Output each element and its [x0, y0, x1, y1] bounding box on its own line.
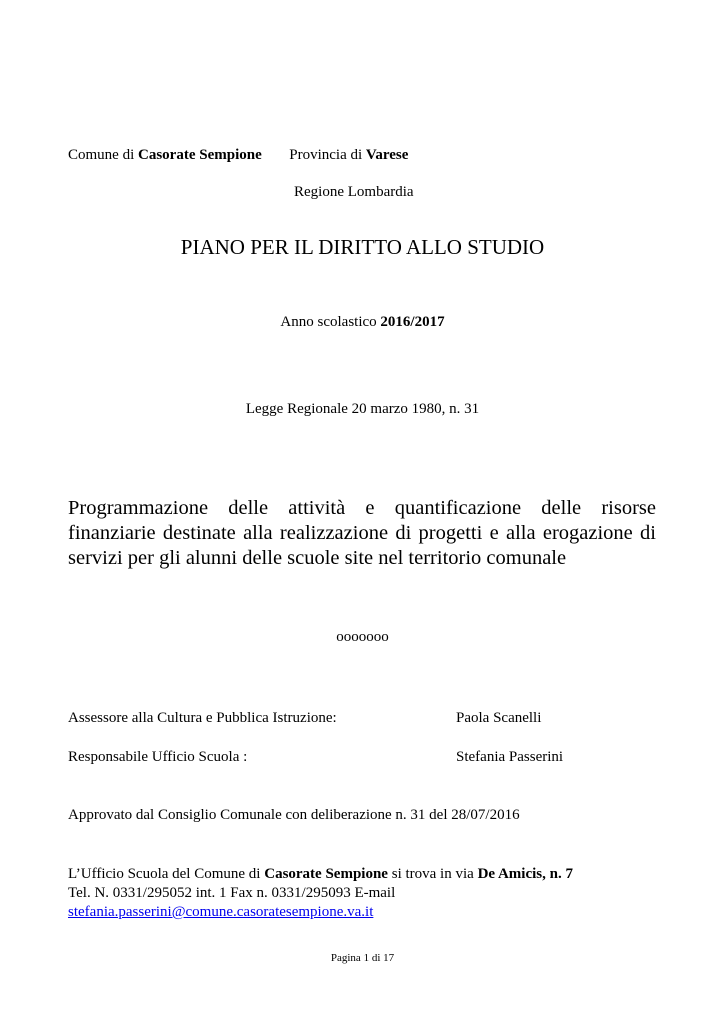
- contact-email-line: [68, 903, 373, 921]
- contact-via-text: si trova in via: [391, 866, 474, 882]
- role-name-assessore: Paola Scanelli: [456, 710, 542, 726]
- contact-intro: L’Ufficio Scuola del Comune di: [68, 866, 261, 882]
- separator: ooooooo: [336, 629, 389, 645]
- comune-name: Casorate Sempione: [138, 147, 262, 163]
- anno-label: Anno scolastico: [280, 314, 377, 330]
- approval-line: Approvato dal Consiglio Comunale con deliberazione n. 31 del 28/07/2016: [68, 807, 520, 823]
- provincia-prefix: Provincia di: [289, 147, 363, 163]
- header-line: [68, 146, 408, 164]
- provincia-name: Varese: [365, 147, 409, 163]
- contact-phone-line: Tel. N. 0331/295052 int. 1 Fax n. 0331/295093 E-mail: [68, 885, 396, 901]
- comune-prefix: Comune di: [68, 147, 135, 163]
- legge-line: Legge Regionale 20 marzo 1980, n. 31: [245, 401, 480, 417]
- role-label-assessore: Assessore alla Cultura e Pubblica Istruzione:: [68, 710, 337, 726]
- regione-line: Regione Lombardia: [294, 184, 414, 200]
- anno-value: 2016/2017: [380, 314, 445, 330]
- contact-line-1: [68, 865, 573, 883]
- anno-line: [0, 313, 725, 331]
- role-label-responsabile: Responsabile Ufficio Scuola :: [68, 749, 248, 765]
- role-name-responsabile: Stefania Passerini: [456, 749, 564, 765]
- email-link[interactable]: stefania.passerini@comune.casoratesempione.va.it: [68, 904, 374, 920]
- contact-address: De Amicis, n. 7: [477, 866, 573, 882]
- page-title: PIANO PER IL DIRITTO ALLO STUDIO: [180, 235, 545, 259]
- page-footer: Pagina 1 di 17: [330, 952, 395, 964]
- contact-comune: Casorate Sempione: [264, 866, 388, 882]
- description-paragraph: Programmazione delle attività e quantificazione delle risorse finanziarie destinate alla realizzazione di progetti e alla erogazione di servizi per gli alunni delle scuole site nel territorio comunale: [68, 497, 656, 569]
